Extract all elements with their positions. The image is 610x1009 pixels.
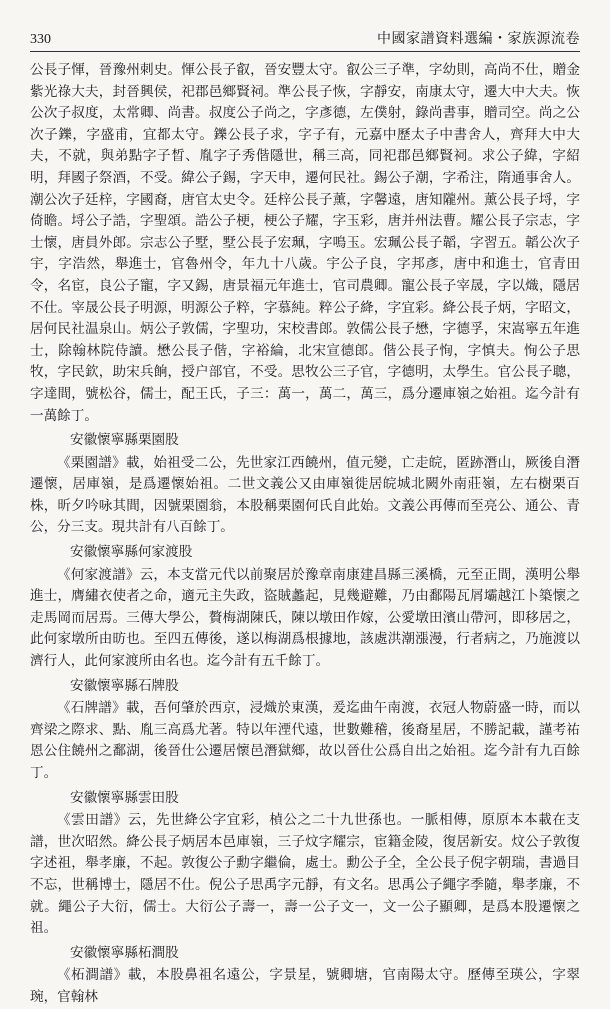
section-heading-liyuan: 安徽懷寧縣栗園股 — [70, 432, 179, 449]
running-title: 中國家譜資料選編・家族源流卷 — [377, 31, 580, 47]
header-rule — [30, 51, 580, 52]
page-number: 330 — [30, 32, 51, 47]
paragraph-yuntian: 《雲田譜》云，先世絳公字宜彩，楨公之二十九世孫也。一脈相傳，原原本本載在支譜，世次昭然。絳公長子炳居本邑庫嶺，三子炆字耀宗，宦籍金陵，復居新安。炆公子敦復字述祖，舉孝廉，不起。敦復公子勳字繼倫，處士。勳公子全，全公長子倪字朝瑞，書過目不忘，世稱博士，隱居不仕。倪公子思禹字元靜，有文名。思禹公子繩字季隨，舉孝廉，不就。繩公子大衍，儒士。大衍公子壽一，壽一公子文一，文一公子顯卿，是爲本股遷懷之祖。 — [30, 812, 580, 937]
paragraph-hejiadu: 《何家渡譜》云，本支當元代以前聚居於豫章南康建昌縣三溪橋，元至正間，漢明公舉進士，膺繡衣使者之命，適元主失政，盜賊蠡起，見幾避難，乃由鄱陽瓦屑壩越江卜築懷之走馬岡而居焉。三傳大學公，贅梅湖陳氏，陳以墩田作嫁，公愛墩田濱山帶河，即移居之，此何家墩所由昉也。至四五傳後，遂以梅湖爲根據地，該處洪潮漲漫，行者病之，乃施渡以濟行人，此何家渡所由名也。迄今計有五千餘丁。 — [30, 566, 580, 670]
document-body — [30, 60, 580, 1009]
paragraph-liyuan: 《栗園譜》載，始祖受二公，先世家江西饒州，值元變，亡走皖，匿跡潛山，厥後自潛遷懷，居庫嶺，是爲遷懷始祖。二世文義公又由庫嶺徙居皖城北闕外南莊嶺，左右樹栗百株，昕夕吟咏其間，因號栗園翁，本股稱栗園何氏自此始。文義公再傳而至亮公、通公、青公，分三支。現共計有八百餘丁。 — [30, 454, 580, 536]
section-heading-zhejian: 安徽懷寧縣柘澗股 — [70, 944, 179, 961]
section-heading-hejiadu: 安徽懷寧縣何家渡股 — [70, 544, 193, 561]
page-header — [30, 26, 580, 48]
paragraph-shipai: 《石牌譜》載，吾何肇於西京，浸熾於東漢，爰迄曲午南渡，衣冠人物蔚盛一時，而以齊梁之際求、點、胤三高爲尤著。特以年湮代遠，世數難稽，後裔星居，不勝記載，謹考祐恩公住饒州之鄱湖，後晉仕公遷居懷邑潛獄鄉，故以晉仕公爲自出之始祖。迄今計有九百餘丁。 — [30, 700, 580, 781]
section-heading-shipai: 安徽懷寧縣石牌股 — [70, 677, 179, 694]
paragraph-zhejian: 《柘澗譜》載，本股鼻祖名遠公，字景星，號卿塘，官南陽太守。歷傳至瑛公，字翠琬，官翰林 — [30, 967, 580, 1005]
paragraph-lineage: 公長子惲，晉豫州刺史。惲公長子叡，晉安豐太守。叡公三子準，字幼則，高尚不仕，贈金紫光祿大夫，封晉興侯，祀郡邑鄉賢祠。準公長子恢，字靜安，南康太守，遷大中大夫。恢公次子叔度，太常卿、尚書。叔度公子尚之，字彥德，左僕射，錄尚書事，贈司空。尚之公次子鑠，字盛甫，宜都太守。鑠公長子求，字子有，元嘉中歷太子中書舍人，齊拜大中大夫，不就，與弟點字子晳、胤字子秀偕隱世，稱三高，同祀郡邑鄉賢祠。求公子緯，字紹明，拜國子祭酒，不受。緯公子錫，字天申，遷何民社。錫公子潮，字希注，隋通事舍人。潮公次子廷梓，字國裔，唐官太史令。廷梓公長子薰，字馨遠，唐知隴州。薰公長子埒，字倚瞻。埒公子誥，字聖頌。誥公子梗，梗公子耀，字玉彩，唐并州法曹。耀公長子宗志，字士懷，唐員外郎。宗志公子墅，墅公長子宏珮，字鳴玉。宏珮公長子韜，字習五。韜公次子宇，字浩然，舉進士，官魯州令，年九十八歲。宇公子良，字邦彥，唐中和進士，官青田令，名宦，良公子寵，字又錫，唐景福元年進士，官司農卿。寵公長子宰晟，字以熾，隱居不仕。宰晟公長子明源，明源公子粹，字慕純。粹公子絳，字宜彩。絳公長子炳，字昭文，居何民社温泉山。炳公子敦儒，字聖功，宋校書郎。敦儒公長子懋，字德孚，宋嵩寧五年進士，除翰林院侍讀。懋公長子偕，字裕綸，北宋宣德郎。偕公長子恂，字慎夫。恂公子思牧，字民欽，助宋兵餉，授户部官，不受。思牧公三子官，字德明，太學生。官公長子聰，字達間，號松谷，儒士，配王氏，子三：萬一，萬二，萬三，爲分遷庫嶺之始祖。迄今計有一萬餘丁。 — [30, 62, 580, 424]
section-heading-yuntian: 安徽懷寧縣雲田股 — [70, 789, 179, 806]
